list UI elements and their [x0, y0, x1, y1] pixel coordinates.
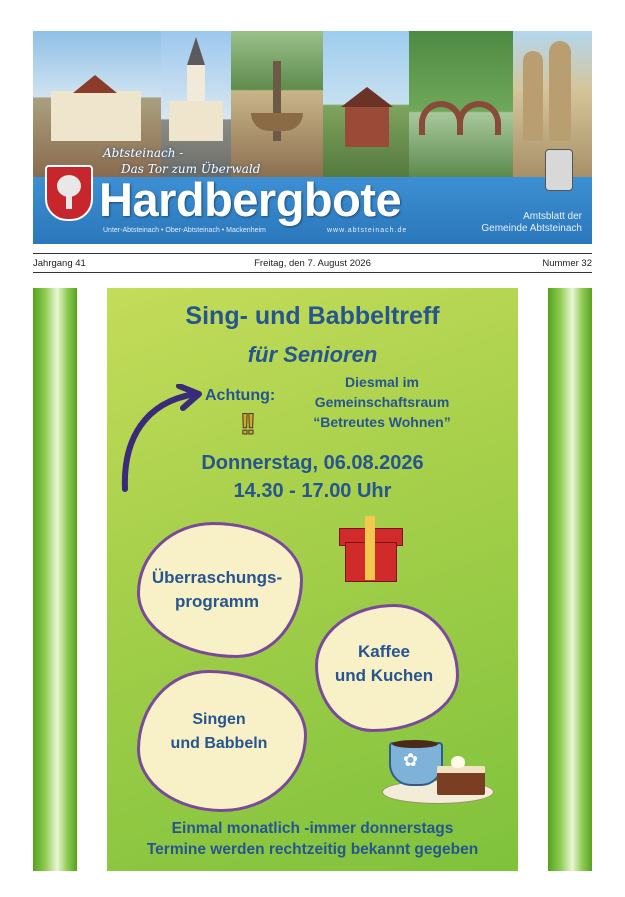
- divider-bottom: [33, 272, 592, 273]
- bubble-coffee-line-1: Kaffee: [358, 642, 410, 661]
- chapel-roof: [341, 87, 393, 107]
- statue-shape: [523, 51, 543, 141]
- exclamation-icon: !!: [240, 408, 252, 441]
- bubble-coffee-line-2: und Kuchen: [334, 666, 434, 685]
- amtsblatt-line-2: Gemeinde Abtsteinach: [481, 223, 582, 234]
- slogan-line-1: Abtsteinach -: [103, 146, 184, 160]
- poster-subheading: für Senioren: [247, 342, 378, 367]
- curved-arrow-icon: [115, 384, 205, 494]
- mascot-icon: [545, 149, 573, 191]
- districts-line: Unter-Abtsteinach • Ober-Abtsteinach • Mackenheim: [103, 227, 266, 234]
- footer-line-2: Termine werden rechtzeitig bekannt gegeben: [146, 841, 479, 858]
- cake-slice-shape: [437, 766, 485, 795]
- poster-heading: Sing- und Babbeltreff: [185, 302, 440, 330]
- crest-tree-shape: [57, 175, 81, 197]
- issue-number: Nummer 32: [542, 258, 592, 269]
- bubble-singing-text: [137, 708, 301, 756]
- event-time: 14.30 - 17.00 Uhr: [233, 480, 392, 502]
- decorative-bar-right: [548, 288, 592, 871]
- location-line-2: Gemeinschaftsraum: [314, 394, 450, 410]
- flower-decoration-icon: ✿: [403, 750, 419, 770]
- location-line-3: “Betreutes Wohnen”: [313, 414, 451, 430]
- decorative-bar-left: [33, 288, 77, 871]
- bubble-singing-line-1: Singen: [192, 711, 246, 728]
- location-note: [292, 372, 472, 432]
- statue-shape: [549, 41, 571, 141]
- bubble-surprise-text: [137, 566, 297, 614]
- event-date: Donnerstag, 06.08.2026: [201, 452, 424, 474]
- roof-shape: [73, 75, 117, 93]
- attention-label: Achtung:: [205, 387, 276, 404]
- chapel-wall: [345, 107, 389, 147]
- website-link[interactable]: www.abtsteinach.de: [327, 227, 408, 234]
- coat-of-arms-icon: [45, 165, 93, 221]
- building-shape: [51, 91, 141, 141]
- newspaper-title: Hardbergbote: [99, 173, 402, 226]
- crest-trunk-shape: [66, 195, 72, 209]
- footer-line-1: Einmal monatlich -immer donnerstags: [171, 820, 454, 837]
- nave-shape: [169, 101, 223, 141]
- slogan-line-2: Das Tor zum Überwald: [121, 162, 261, 176]
- masthead: [33, 31, 592, 244]
- event-poster: [107, 288, 518, 871]
- bubble-singing-line-2: und Babbeln: [170, 735, 268, 752]
- bridge-arch: [457, 101, 501, 135]
- issue-volume: Jahrgang 41: [33, 258, 86, 269]
- bubble-surprise-line-1: Überraschungs-: [151, 568, 283, 587]
- divider-top: [33, 253, 592, 254]
- gift-ribbon: [365, 516, 375, 580]
- photo-viaduct: [409, 31, 513, 177]
- bubble-surprise-line-2: programm: [174, 592, 260, 611]
- spire-shape: [187, 37, 205, 65]
- amtsblatt-line-1: Amtsblatt der: [523, 211, 582, 222]
- poster-footer: [107, 818, 518, 860]
- photo-chapel: [323, 31, 409, 177]
- location-line-1: Diesmal im: [345, 374, 419, 390]
- amtsblatt-label: [481, 211, 582, 235]
- cream-topping-shape: [451, 756, 465, 768]
- fountain-bowl: [251, 113, 303, 131]
- bubble-coffee-text: [315, 640, 453, 688]
- coffee-surface: [392, 740, 438, 748]
- issue-date: Freitag, den 7. August 2026: [254, 258, 371, 269]
